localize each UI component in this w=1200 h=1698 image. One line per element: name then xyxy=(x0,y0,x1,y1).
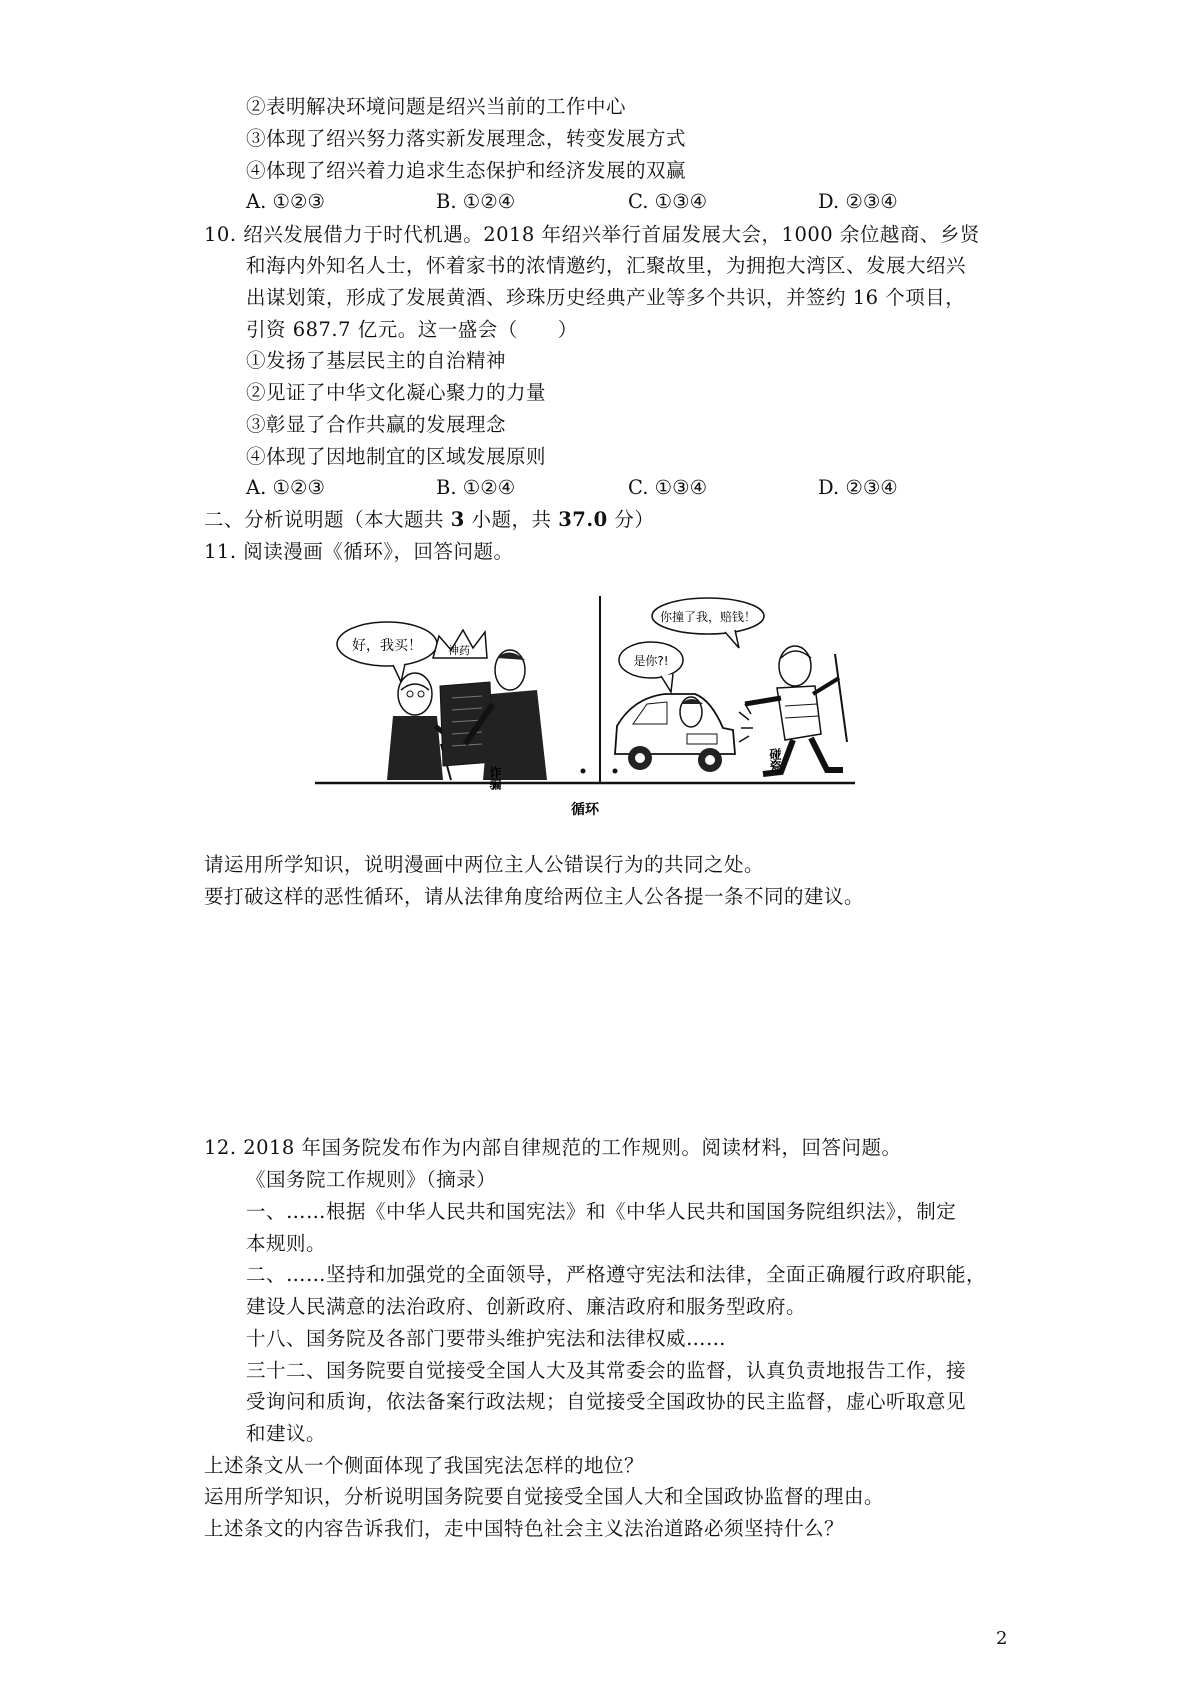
driver-figure xyxy=(680,697,703,727)
q10-item-2: ②见证了中华文化凝心聚力的力量 xyxy=(246,381,547,404)
impact-marks xyxy=(739,704,753,742)
right-caption: 碰瓷 xyxy=(768,748,782,772)
q12-material-line-2: 本规则。 xyxy=(246,1232,327,1255)
q12-question-1: 上述条文从一个侧面体现了我国宪法怎样的地位？ xyxy=(204,1454,645,1477)
q10-item-3: ③彰显了合作共赢的发展理念 xyxy=(246,413,507,436)
q10-line-4: 引资 687.7 亿元。这一盛会（ ） xyxy=(246,318,578,341)
car-icon xyxy=(615,694,735,772)
q12-material-title: 《国务院工作规则》（摘录） xyxy=(246,1168,497,1191)
q12-material-line-6: 三十二、国务院要自觉接受全国人大及其常委会的监督，认真负责地报告工作，接 xyxy=(246,1359,967,1382)
q12-material-line-1: 一、……根据《中华人民共和国宪法》和《中华人民共和国国务院组织法》，制定 xyxy=(246,1200,957,1223)
section2-heading: 二、分析说明题（本大题共 3 小题，共 37.0 分） xyxy=(204,508,655,531)
q12-question-2: 运用所学知识，分析说明国务院要自觉接受全国人大和全国政协监督的理由。 xyxy=(204,1485,885,1508)
right-bubble-small xyxy=(619,642,683,692)
q9-option-c: C. ①③④ xyxy=(628,190,708,213)
q9-option-b: B. ①②④ xyxy=(436,190,516,213)
q10-option-c: C. ①③④ xyxy=(628,476,708,499)
q12-prompt: 12. 2018 年国务院发布作为内部自律规范的工作规则。阅读材料，回答问题。 xyxy=(204,1136,902,1159)
q9-item-3: ③体现了绍兴努力落实新发展理念，转变发展方式 xyxy=(246,127,687,150)
q11-question-2: 要打破这样的恶性循环，请从法律角度给两位主人公各提一条不同的建议。 xyxy=(204,885,865,908)
q10-item-4: ④体现了因地制宜的区域发展原则 xyxy=(246,445,547,468)
q12-material-line-7: 受询问和质询，依法备案行政法规；自觉接受全国政协的民主监督，虚心听取意见 xyxy=(246,1390,967,1413)
q12-material-line-8: 和建议。 xyxy=(246,1422,327,1445)
left-bubble xyxy=(337,622,437,682)
q12-material-line-4: 建设人民满意的法治政府、创新政府、廉洁政府和服务型政府。 xyxy=(246,1295,807,1318)
q12-material-line-5: 十八、国务院及各部门要带头维护宪法和法律权威…… xyxy=(246,1327,727,1350)
q9-option-a: A. ①②③ xyxy=(246,190,325,213)
page-number: 2 xyxy=(996,1628,1008,1649)
q9-item-2: ②表明解决环境问题是绍兴当前的工作中心 xyxy=(246,95,627,118)
q10-line-2: 和海内外知名人士，怀着家书的浓情邀约，汇聚故里，为拥抱大湾区、发展大绍兴 xyxy=(246,254,967,277)
q10-line-1: 10. 绍兴发展借力于时代机遇。2018 年绍兴举行首届发展大会，1000 余位越商、乡贤 xyxy=(204,223,980,246)
q10-option-b: B. ①②④ xyxy=(436,476,516,499)
q10-option-d: D. ②③④ xyxy=(818,476,898,499)
q10-option-a: A. ①②③ xyxy=(246,476,325,499)
cartoon-cycle xyxy=(315,594,855,834)
q9-item-4: ④体现了绍兴着力追求生态保护和经济发展的双赢 xyxy=(246,159,687,182)
crown-icon xyxy=(433,630,487,658)
medicine-box xyxy=(440,682,493,766)
elderly-faker-figure xyxy=(745,646,847,774)
svg-text:是你?!: 是你?! xyxy=(633,654,669,668)
q10-item-1: ①发扬了基层民主的自治精神 xyxy=(246,349,507,372)
q9-option-d: D. ②③④ xyxy=(818,190,898,213)
q12-question-3: 上述条文的内容告诉我们，走中国特色社会主义法治道路必须坚持什么？ xyxy=(204,1517,845,1540)
svg-text:好，我买！: 好，我买！ xyxy=(352,638,422,654)
svg-text:神药: 神药 xyxy=(448,644,470,657)
q12-material-line-3: 二、……坚持和加强党的全面领导，严格遵守宪法和法律，全面正确履行政府职能， xyxy=(246,1263,987,1286)
q10-line-3: 出谋划策，形成了发展黄酒、珍珠历史经典产业等多个共识，并签约 16 个项目， xyxy=(246,286,966,309)
q11-prompt: 11. 阅读漫画《循环》，回答问题。 xyxy=(204,540,514,563)
left-caption: 诈骗 xyxy=(488,766,502,790)
svg-text:你撞了我，赔钱！: 你撞了我，赔钱！ xyxy=(659,610,757,624)
right-bubble-top xyxy=(652,598,764,648)
q11-question-1: 请运用所学知识，说明漫画中两位主人公错误行为的共同之处。 xyxy=(204,853,765,876)
cartoon-title: 循环 xyxy=(571,802,599,818)
